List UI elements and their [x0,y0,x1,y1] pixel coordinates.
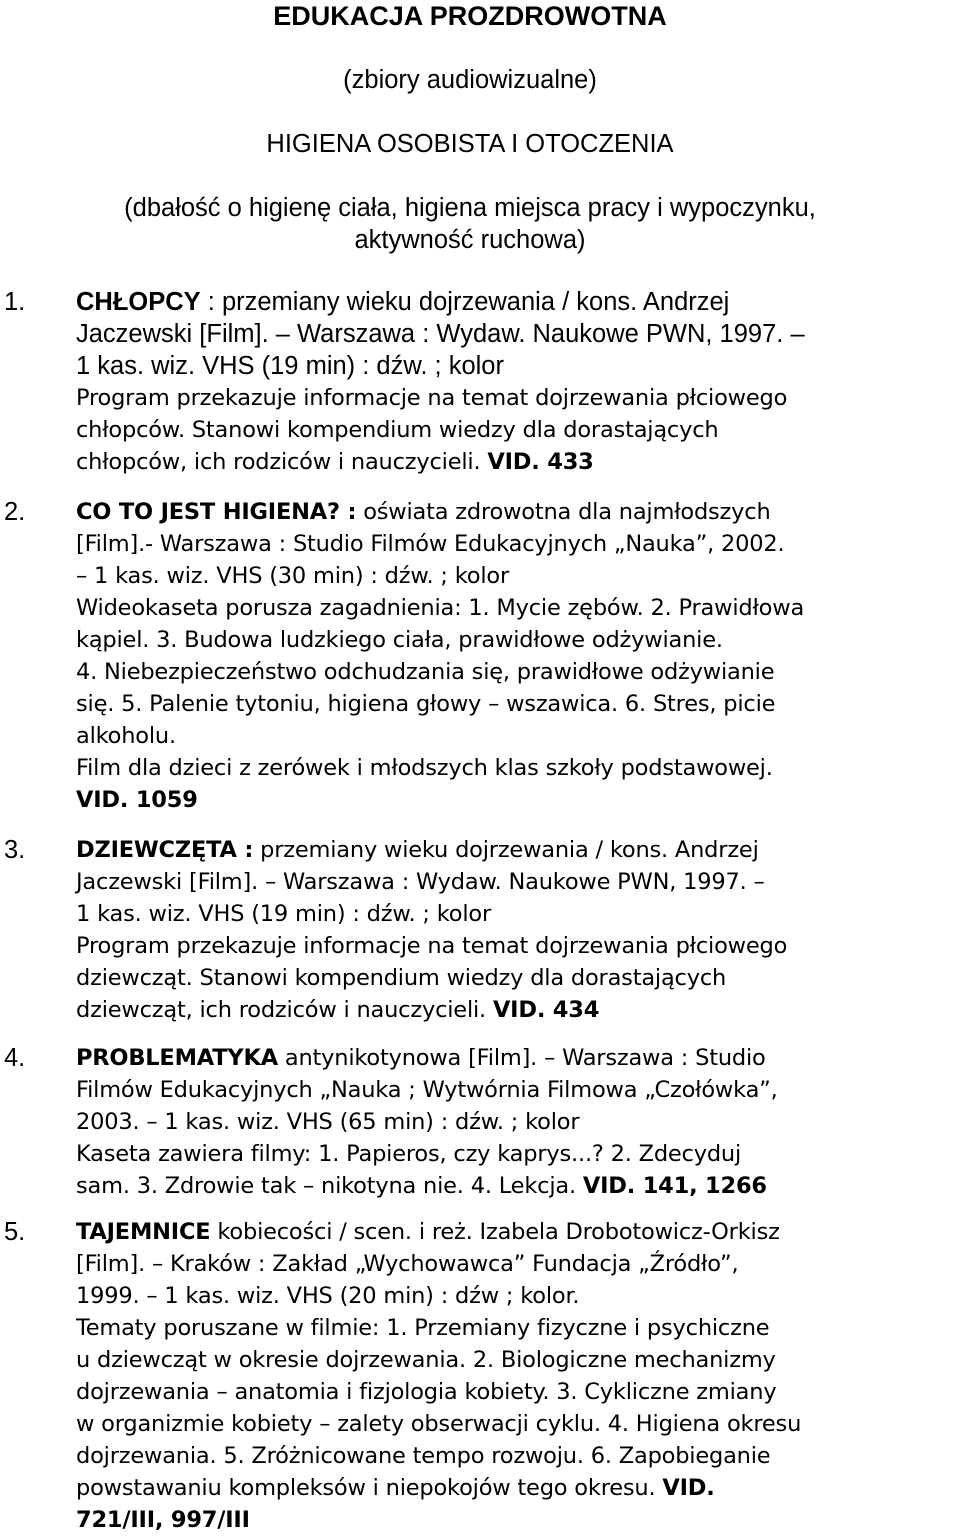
document-subtitle: (zbiory audiowizualne) [343,66,597,94]
entry-line: DZIEWCZĘTA : przemiany wieku dojrzewania / kons. Andrzej [76,837,759,863]
entry-line: dziewcząt, ich rodziców i nauczycieli. VID. 434 [76,997,600,1023]
vid-code: VID. 433 [487,449,594,475]
entry-number: 3. [4,836,26,864]
entry-line: Jaczewski [Film]. – Warszawa : Wydaw. Naukowe PWN, 1997. – [76,320,805,348]
entry-line: 1999. – 1 kas. wiz. VHS (20 min) : dźw ; kolor. [76,1283,580,1309]
entry-line: dojrzewania. 5. Zróżnicowane tempo rozwoju. 6. Zapobieganie [76,1443,771,1469]
entry-line: się. 5. Palenie tytoniu, higiena głowy – wszawica. 6. Stres, picie [76,691,776,717]
entry-line: 1 kas. wiz. VHS (19 min) : dźw. ; kolor [76,901,492,927]
entry-line [76,784,198,816]
entry-line: 1 kas. wiz. VHS (19 min) : dźw. ; kolor [76,352,504,380]
section-description: (dbałość o higienę ciała, higiena miejsca pracy i wypoczynku, [124,194,816,222]
entry-line: Film dla dzieci z zerówek i młodszych klas szkoły podstawowej. [76,755,773,781]
entry-line: TAJEMNICE kobiecości / scen. i reż. Izabela Drobotowicz-Orkisz [76,1219,780,1245]
entry-line: Jaczewski [Film]. – Warszawa : Wydaw. Naukowe PWN, 1997. – [76,869,765,895]
entry-line: [Film]. – Kraków : Zakład „Wychowawca” Fundacja „Źródło”, [76,1251,739,1277]
entry-keyword: TAJEMNICE [76,1219,211,1245]
entry-keyword: PROBLEMATYKA [76,1045,278,1071]
entry-line: powstawaniu kompleksów i niepokojów tego okresu. VID. [76,1475,715,1501]
vid-code: VID. 141, 1266 [582,1173,767,1199]
document-title: EDUKACJA PROZDROWOTNA [273,1,667,31]
entry-line: [Film].- Warszawa : Studio Filmów Edukacyjnych „Nauka”, 2002. [76,531,785,557]
entry-line: w organizmie kobiety – zalety obserwacji cyklu. 4. Higiena okresu [76,1411,802,1437]
entry-line: sam. 3. Zdrowie tak – nikotyna nie. 4. Lekcja. VID. 141, 1266 [76,1173,767,1199]
entry-line: CO TO JEST HIGIENA? : oświata zdrowotna dla najmłodszych [76,499,771,525]
entry-line: PROBLEMATYKA antynikotynowa [Film]. – Warszawa : Studio [76,1045,766,1071]
entry-line: Filmów Edukacyjnych „Nauka ; Wytwórnia Filmowa „Czołówka”, [76,1077,778,1103]
entry-line: 4. Niebezpieczeństwo odchudzania się, prawidłowe odżywianie [76,659,775,685]
entry-line: dziewcząt. Stanowi kompendium wiedzy dla dorastających [76,965,727,991]
entry-number: 2. [4,498,26,526]
vid-code: VID. 434 [492,997,600,1023]
entry-line [76,1504,250,1536]
vid-code: 721/III, 997/III [76,1507,250,1533]
section-description-cont: aktywność ruchowa) [354,226,586,254]
entry-keyword: CO TO JEST HIGIENA? : [76,499,357,525]
entry-keyword: CHŁOPCY [76,288,201,316]
entry-line: dojrzewania – anatomia i fizjologia kobiety. 3. Cykliczne zmiany [76,1379,777,1405]
entry-line: Wideokaseta porusza zagadnienia: 1. Mycie zębów. 2. Prawidłowa [76,595,805,621]
section-heading: HIGIENA OSOBISTA I OTOCZENIA [266,130,674,158]
entry-number: 5. [4,1218,26,1246]
entry-line: kąpiel. 3. Budowa ludzkiego ciała, prawidłowe odżywianie. [76,627,723,653]
entry-line: Tematy poruszane w filmie: 1. Przemiany fizyczne i psychiczne [76,1315,770,1341]
entry-line: u dziewcząt w okresie dojrzewania. 2. Biologiczne mechanizmy [76,1347,776,1373]
entry-line: Program przekazuje informacje na temat dojrzewania płciowego [76,385,788,411]
entry-keyword: DZIEWCZĘTA : [76,837,254,863]
entry-line: chłopców. Stanowi kompendium wiedzy dla dorastających [76,417,719,443]
entry-line: 2003. – 1 kas. wiz. VHS (65 min) : dźw. ; kolor [76,1109,580,1135]
entry-line: – 1 kas. wiz. VHS (30 min) : dźw. ; kolor [76,563,510,589]
entry-number: 1. [4,288,26,316]
entry-line: CHŁOPCY : przemiany wieku dojrzewania / kons. Andrzej [76,288,730,316]
entry-line: chłopców, ich rodziców i nauczycieli. VID. 433 [76,449,594,475]
entry-line: Kaseta zawiera filmy: 1. Papieros, czy kaprys...? 2. Zdecyduj [76,1141,742,1167]
vid-code: VID. 1059 [76,787,198,813]
vid-code: VID. [662,1475,715,1501]
entry-number: 4. [4,1044,26,1072]
entry-line: alkoholu. [76,723,176,749]
entry-line: Program przekazuje informacje na temat dojrzewania płciowego [76,933,788,959]
